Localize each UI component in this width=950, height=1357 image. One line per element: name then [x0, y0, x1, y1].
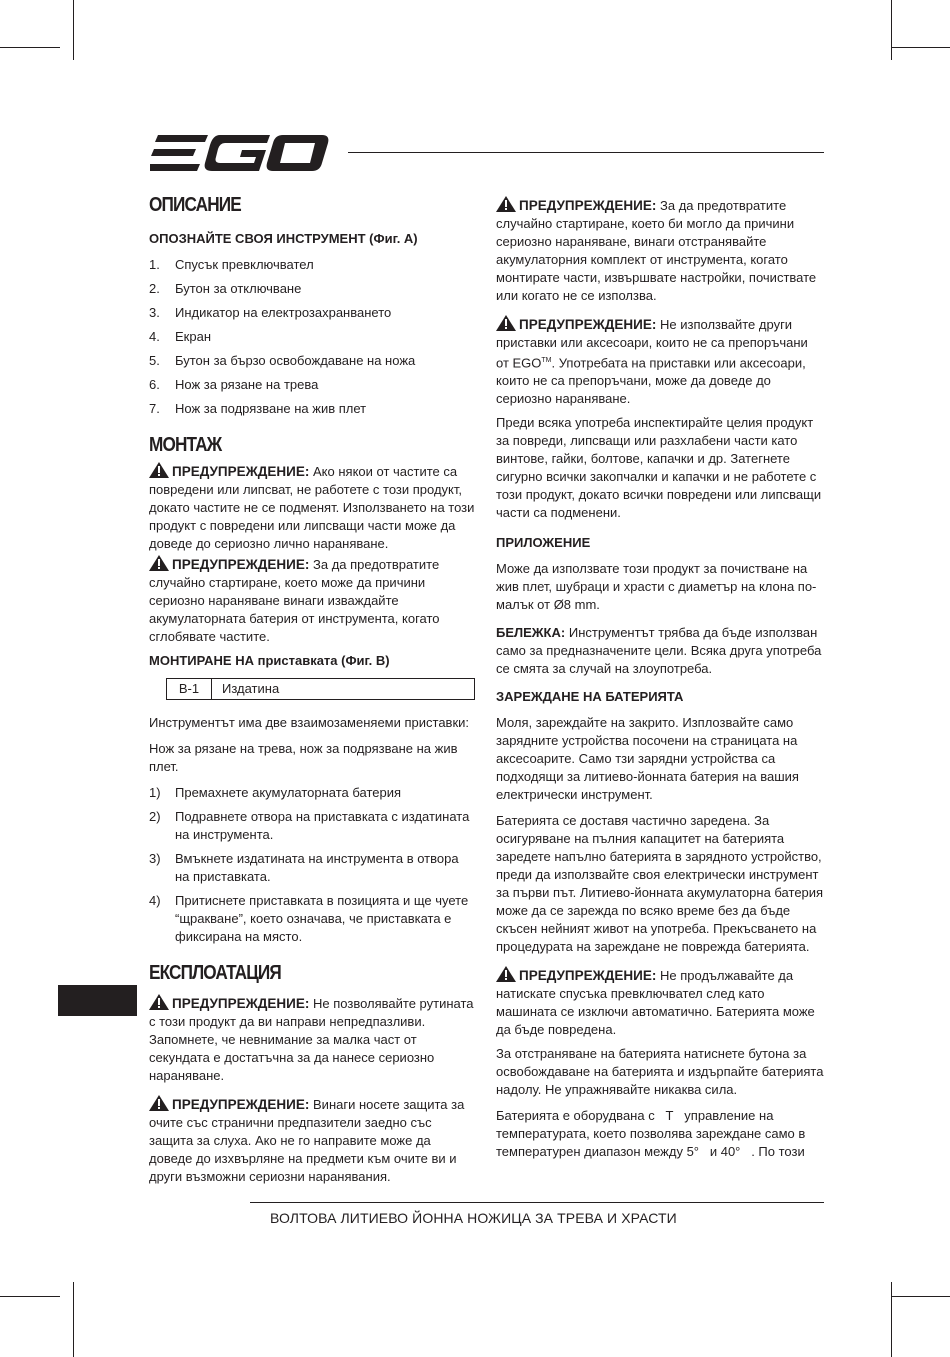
note-paragraph: БЕЛЕЖКА: Инструментът трябва да бъде използван само за предназначените цели. Всяка друга употреба се смята за случай на злоупотреба. — [496, 625, 822, 677]
footer-title: ВОЛТОВА ЛИТИЕВО ЙОННА НОЖИЦА ЗА ТРЕВА И ХРАСТИ — [270, 1210, 677, 1226]
crop-mark — [0, 1296, 60, 1297]
subtitle-mounting: МОНТИРАНЕ НА приставката (Фиг. B) — [149, 653, 390, 668]
list-item: 1) Премахнете акумулаторната батерия — [149, 785, 402, 800]
header-rule — [348, 152, 824, 153]
warning-paragraph: ПРЕДУПРЕЖДЕНИЕ: Винаги носете защита за очите със странични предпазители заедно със защита за слуха. Ако не го направите може да доведе до изхвърляне на предмети към очите ви и други възможни сериозни наранявания. — [149, 1097, 465, 1184]
legend-key: B-1 — [167, 679, 212, 700]
warning-triangle-icon — [496, 966, 516, 982]
page-tab-marker — [58, 985, 137, 1016]
ego-logo — [150, 133, 330, 173]
warning-paragraph: ПРЕДУПРЕЖДЕНИЕ: Не използвайте други приставки или аксесоари, които не са препоръчани от EGO™. Употребата на приставки или аксесоари, които не са препоръчани, може да доведе до сериозно нараняване. — [496, 317, 808, 407]
warning-triangle-icon — [149, 1095, 169, 1111]
crop-mark — [73, 1282, 74, 1357]
footer-rule — [250, 1202, 824, 1203]
warning-triangle-icon — [149, 555, 169, 571]
warning-triangle-icon — [496, 196, 516, 212]
subtitle-charging: ЗАРЕЖДАНЕ НА БАТЕРИЯТА — [496, 689, 684, 705]
paragraph: Може да използвате този продукт за почистване на жив плет, шубраци и храсти с диаметър на клона по-малък от Ø8 mm. — [496, 561, 817, 613]
left-column — [149, 192, 475, 1196]
section-title-operation: ЕКСПЛОАТАЦИЯ — [149, 962, 281, 984]
list-item: 7. Нож за подрязване на жив плет — [149, 401, 367, 416]
paragraph: Инструментът има две взаимозаменяеми приставки: — [149, 715, 470, 730]
paragraph: Батерията е оборудвана с Т управление на температурата, което позволява зареждане само в температурен диапазон между 5° и 40° . По този — [496, 1108, 809, 1160]
legend-table — [166, 678, 475, 700]
subtitle-know-your-tool: ОПОЗНАЙТЕ СВОЯ ИНСТРУМЕНТ (Фиг. A) — [149, 231, 418, 246]
list-item: 5. Бутон за бързо освобождаване на ножа — [149, 353, 416, 368]
parts-list — [149, 256, 475, 418]
section-title-assembly: МОНТАЖ — [149, 434, 222, 456]
crop-mark — [891, 47, 950, 48]
list-item: 3. Индикатор на електрозахранването — [149, 305, 392, 320]
warning-paragraph: ПРЕДУПРЕЖДЕНИЕ: Ако някои от частите са повредени или липсват, не работете с този продукт, докато частите не се подменят. Използването на този продукт с повредени или липсващи части може да доведе до сериозно лично нараняване. — [149, 464, 475, 551]
crop-mark — [891, 1296, 950, 1297]
paragraph: Преди всяка употреба инспектирайте целия продукт за повреди, липсващи или разхлабени части като винтове, гайки, болтове, капачки и др. Затегнете сигурно всички закопчалки и капачки и не работете с този продукт, докато всички повредени или липсващи части са подменени. — [496, 415, 822, 521]
section-title-description: ОПИСАНИЕ — [149, 194, 241, 216]
subtitle-application: ПРИЛОЖЕНИЕ — [496, 535, 591, 551]
list-item: 2) Подравнете отвора на приставката с издатината на инструмента. — [149, 809, 470, 842]
crop-mark — [73, 0, 74, 60]
crop-mark — [891, 1282, 892, 1357]
list-item: 6. Нож за рязане на трева — [149, 377, 319, 392]
right-column — [496, 196, 824, 1167]
warning-paragraph: ПРЕДУПРЕЖДЕНИЕ: Не позволявайте рутината с този продукт да ви направи непредпазливи. Запомнете, че невнимание за малка част от секундата е достатъчна за да нанесе сериозно нараняване. — [149, 996, 474, 1083]
list-item: 3) Вмъкнете издатината на инструмента в отвора на приставката. — [149, 851, 459, 884]
crop-mark — [0, 47, 60, 48]
paragraph: За отстраняване на батерията натиснете бутона за освобождаване на батерията и издърпайте батерията надолу. Не упражнявайте никаква сила. — [496, 1046, 824, 1098]
paragraph: Нож за рязане на трева, нож за подрязване на жив плет. — [149, 741, 458, 774]
paragraph: Моля, зареждайте на закрито. Изплозвайте само зарядните устройства посочени на страницата на аксесоарите. Само тзи зарядни устройства са подходящи за литиево-йонната батерия на вашия електрически инструмент. — [496, 715, 799, 803]
warning-paragraph: ПРЕДУПРЕЖДЕНИЕ: За да предотвратите случайно стартиране, което може да причини сериозно нараняване винаги изваждайте акумулаторната батерия от инструмента, когато сглобявате частите. — [149, 557, 440, 644]
warning-triangle-icon — [149, 994, 169, 1010]
warning-paragraph: ПРЕДУПРЕЖДЕНИЕ: За да предотвратите случайно стартиране, което би могло да причини сериозно нараняване, винаги отстранявайте акумулаторния комплект от инструмента, когато монтирате части, извършвате настройки, почиствате или когато не се използва. — [496, 198, 817, 303]
paragraph: Батерията се доставя частично заредена. За осигуряване на пълния капацитет на батерията заредете напълно батерията в зарядното устройство, преди да използвайте своя електрически инструмент за първи път. Литиево-йонната акумулаторна батерия може да се зарежда по всяко време без да бъде скъсен нейният живот на употреба. Прекъсването на процедурата на зареждане не поврежда батерията. — [496, 813, 824, 955]
warning-paragraph: ПРЕДУПРЕЖДЕНИЕ: Не продължавайте да натискате спусъка превключвател след като машината се изключи автоматично. Батерията може да бъде повредена. — [496, 968, 815, 1038]
crop-mark — [891, 0, 892, 60]
warning-triangle-icon — [149, 462, 169, 478]
list-item: 4) Притиснете приставката в позицията и ще чуете “щракване”, което означава, че приставката е фиксирана на място. — [149, 893, 469, 944]
warning-triangle-icon — [496, 315, 516, 331]
list-item: 1. Спусък превключвател — [149, 257, 314, 272]
list-item: 2. Бутон за отключване — [149, 281, 302, 296]
legend-value: Издатина — [212, 679, 475, 700]
list-item: 4. Екран — [149, 329, 211, 344]
steps-list — [149, 784, 475, 946]
